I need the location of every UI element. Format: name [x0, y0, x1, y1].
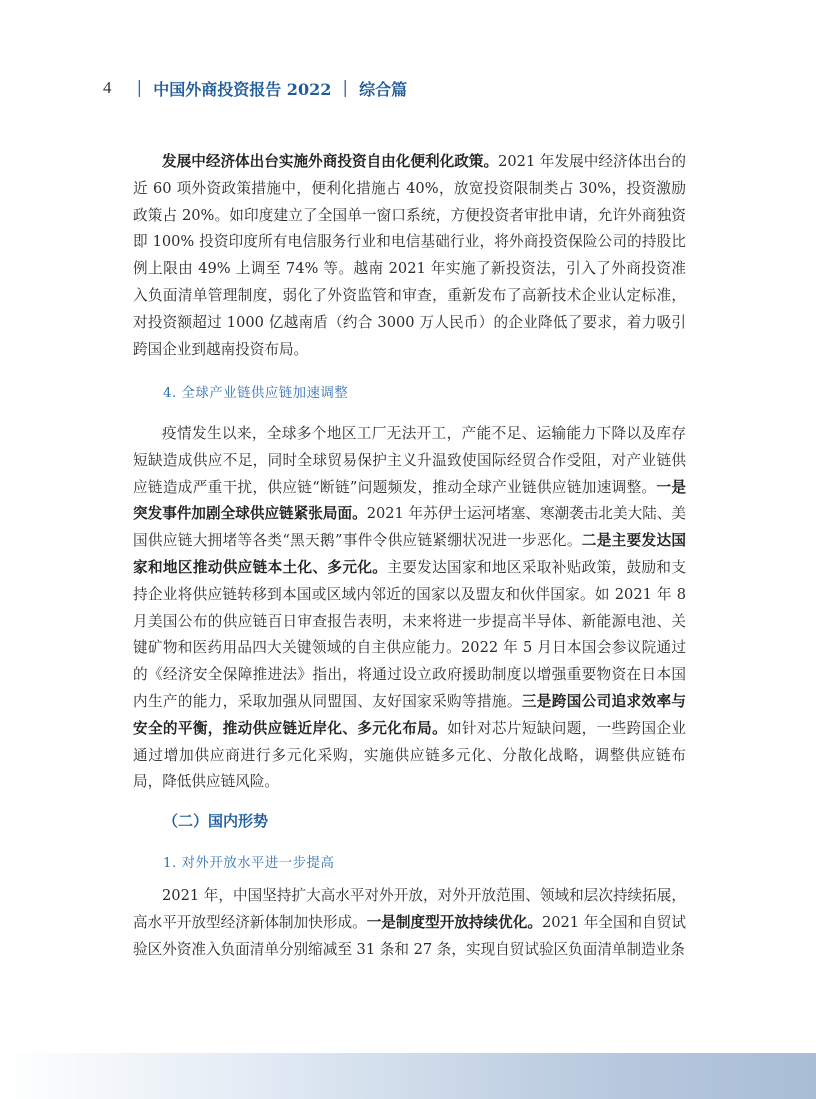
section-heading-domestic: （二）国内形势 [163, 812, 269, 830]
header-separator: | [342, 78, 349, 98]
paragraph-text: 主要发达国家和地区采取补贴政策，鼓励和支持企业将供应链转移到本国或区域内邻近的国家以及盟友和伙伴国家。如 2021 年 8 月美国公布的供应链百日审查报告表明，未来将进一步提高半导体、新能源电池、关键矿物和医药用品四大关键领域的自主供应能力。2022 年 5 月日本国会参议院通过的《经济安全保障推进法》指出，将通过设立政府援助制度以增强重要物资在日本国内生产的能力，采取加强从同盟国、友好国家采购等措施。 [133, 558, 686, 710]
section-name: 综合篇 [359, 79, 408, 99]
paragraph-supply-chain [133, 421, 686, 796]
paragraph-text: 疫情发生以来，全球多个地区工厂无法开工，产能不足、运输能力下降以及库存短缺造成供应不足，同时全球贸易保护主义升温致使国际经贸合作受阻，对产业链供应链造成严重干扰，供应链“断链”问题频发，推动全球产业链供应链加速调整。 [133, 425, 686, 496]
paragraph-text: 2021 年全国和自贸试验区外资准入负面清单分别缩减至 31 条和 27 条，实现自贸试验区负面清单制造业条 [133, 913, 686, 958]
running-header [103, 76, 407, 100]
paragraph-text: 2021 年发展中经济体出台的近 60 项外资政策措施中，便利化措施占 40%，放宽投资限制类占 30%，投资激励政策占 20%。如印度建立了全国单一窗口系统，方便投资者审批申请，允许外商独资即 100% 投资印度所有电信服务行业和电信基础行业，将外商投资保险公司的持股比例上限由 49% 上调至 74% 等。越南 2021 年实施了新投资法，引入了外商投资准入负面清单管理制度，弱化了外资监管和审查，重新发布了高新技术企业认定标准，对投资额超过 1000 亿越南盾（约合 3000 万人民币）的企业降低了要求，着力吸引跨国企业到越南投资布局。 [133, 153, 686, 358]
subheading-opening-up: 1. 对外开放水平进一步提高 [163, 856, 335, 871]
paragraph-text: 如针对芯片短缺问题，一些跨国企业通过增加供应商进行多元化采购，实施供应链多元化、分散化战略，调整供应链布局，降低供应链风险。 [133, 719, 686, 791]
bold-point-one: 一是突发事件加剧全球供应链紧张局面。 [133, 478, 686, 523]
bold-point-three: 三是跨国公司追求效率与安全的平衡，推动供应链近岸化、多元化布局。 [133, 692, 686, 737]
paragraph-developing-economies [133, 149, 686, 363]
bold-point-one: 一是制度型开放持续优化。 [366, 913, 542, 931]
paragraph-text: 2021 年，中国坚持扩大高水平对外开放，对外开放范围、领域和层次持续拓展，高水平开放型经济新体制加快形成。 [133, 887, 686, 931]
subheading-global-supply-chain: 4. 全球产业链供应链加速调整 [163, 386, 349, 401]
bold-lead: 发展中经济体出台实施外商投资自由化便利化政策。 [162, 153, 499, 170]
header-separator: | [136, 78, 143, 98]
page-number: 4 [103, 78, 112, 97]
paragraph-opening-up [133, 883, 686, 963]
paragraph-text: 2021 年苏伊士运河堵塞、寒潮袭击北美大陆、美国供应链大拥堵等各类“黑天鹅”事件令供应链紧绷状况进一步恶化。 [133, 505, 686, 550]
report-title: 中国外商投资报告 2022 [153, 79, 332, 99]
bold-point-two: 二是主要发达国家和地区推动供应链本土化、多元化。 [133, 532, 686, 576]
footer-gradient-band [0, 1053, 816, 1099]
